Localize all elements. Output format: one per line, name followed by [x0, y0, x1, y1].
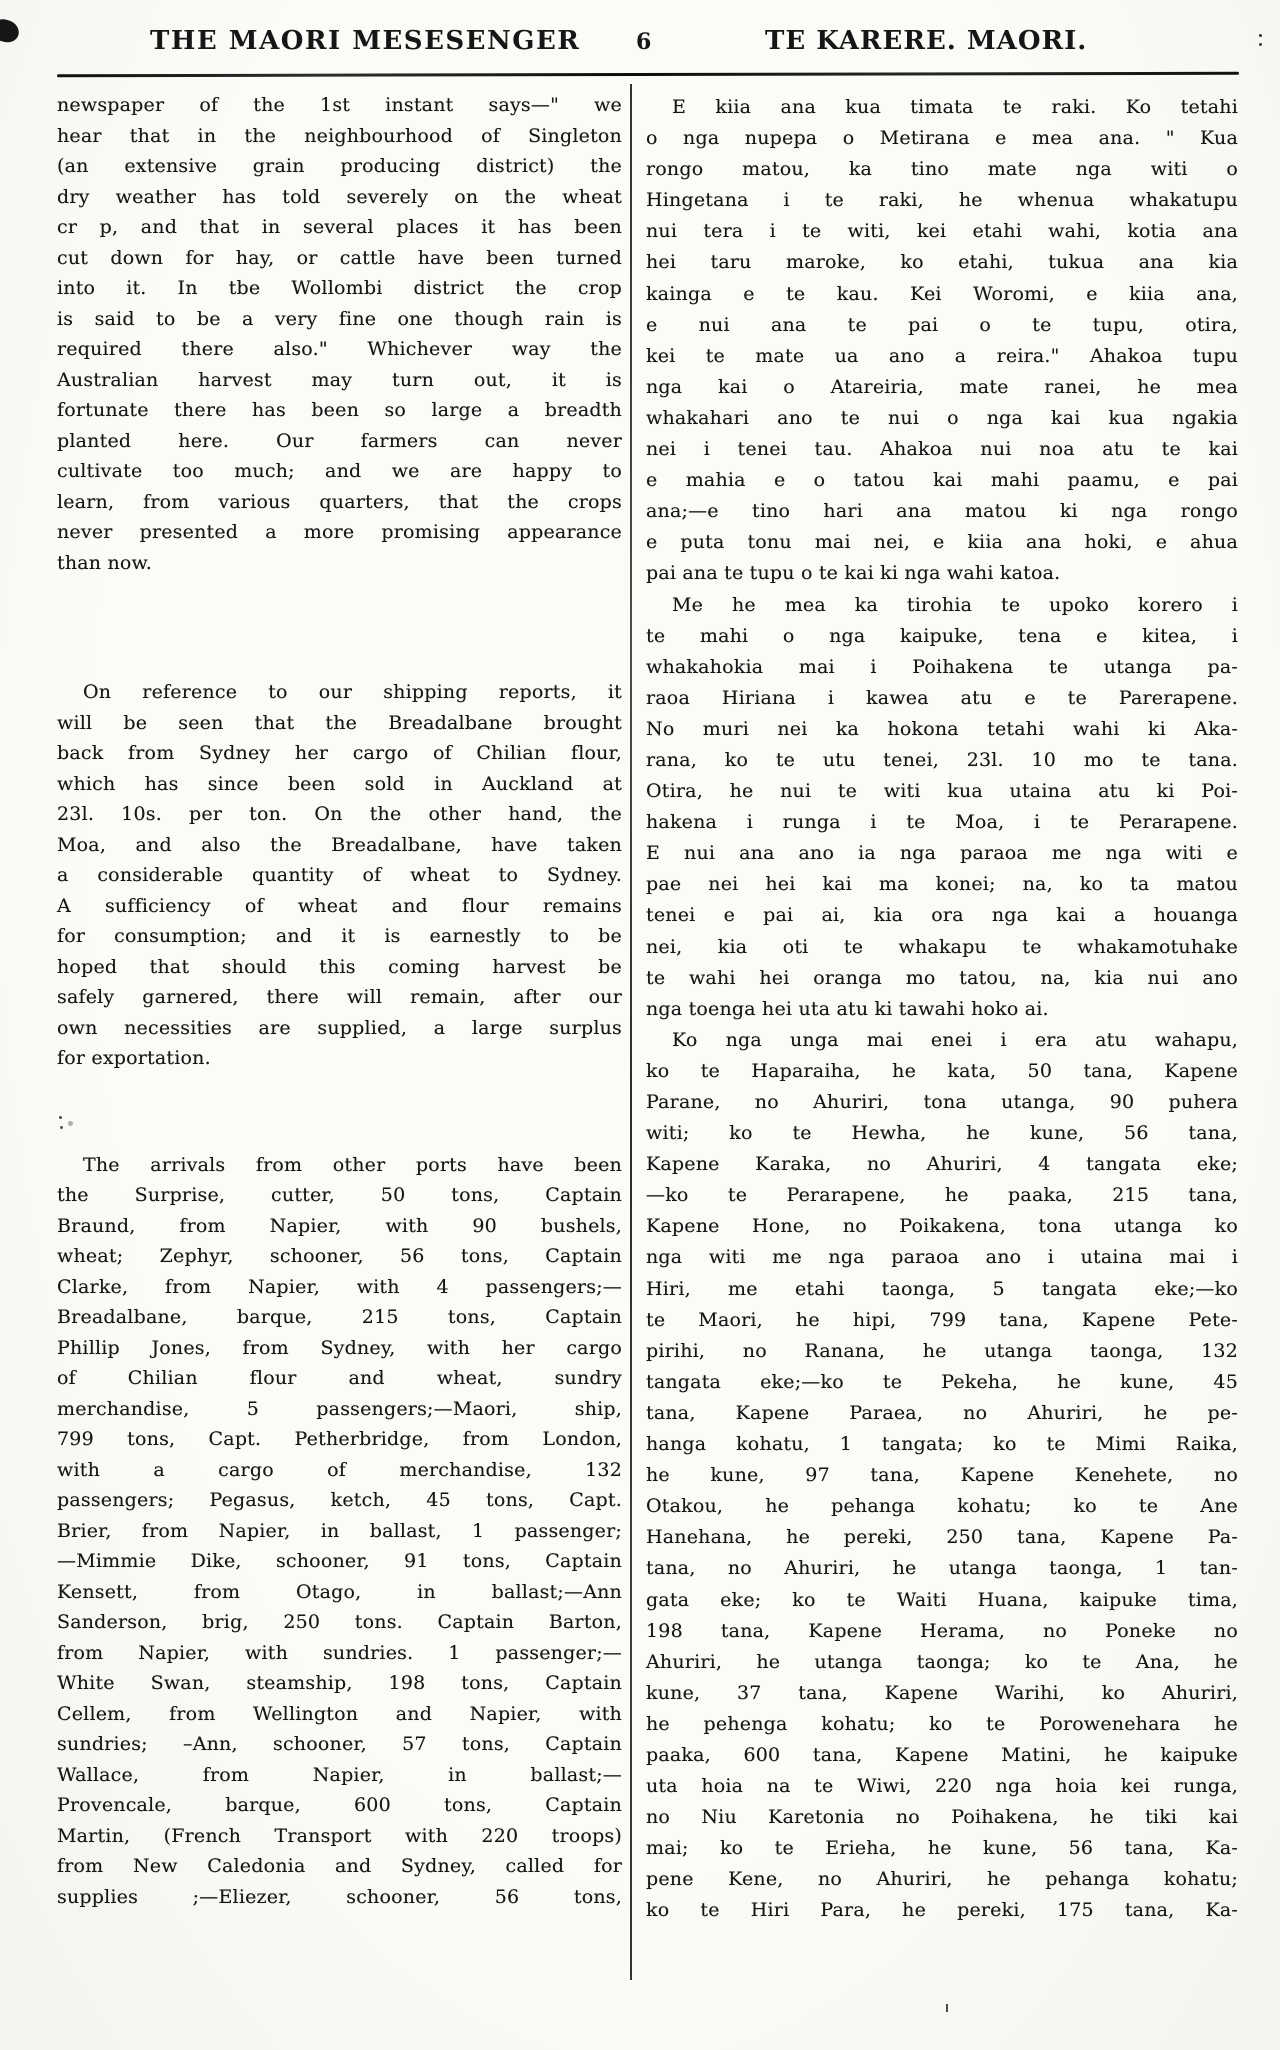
text-line: mai; ko te Erieha, he kune, 56 tana, Ka-: [646, 1837, 1238, 1860]
text-line: for exportation.: [57, 1047, 211, 1069]
masthead-title-maori: TE KARERE. MAORI.: [765, 26, 1088, 56]
text-line: merchandise, 5 passengers;—Maori, ship,: [57, 1397, 622, 1420]
text-line: hei taru maroke, ko etahi, tukua ana kia: [646, 251, 1238, 274]
text-line: witi; ko te Hewha, he kune, 56 tana,: [646, 1122, 1238, 1145]
text-line: te mahi o nga kaipuke, tena e kitea, i: [646, 624, 1238, 647]
text-line: o nga nupepa o Metirana e mea ana. " Kua: [646, 127, 1238, 150]
text-line: with a cargo of merchandise, 132: [57, 1458, 622, 1481]
text-line: into it. In tbe Wollombi district the crop: [57, 277, 622, 299]
text-line: te wahi hei oranga mo tatou, na, kia nui ano: [646, 966, 1238, 989]
text-line: hoped that should this coming harvest be: [57, 955, 622, 978]
text-line: —Mimmie Dike, schooner, 91 tons, Captain: [57, 1550, 622, 1572]
text-line: Sanderson, brig, 250 tons. Captain Barton,: [57, 1611, 622, 1633]
text-line: nui tera i te witi, kei etahi wahi, kotia ana: [646, 220, 1238, 243]
text-line: hakena i runga i te Moa, i te Perarapene.: [646, 811, 1238, 834]
text-line: paaka, 600 tana, Kapene Matini, he kaipuke: [646, 1743, 1238, 1766]
text-line: fortunate there has been so large a breadth: [57, 399, 622, 421]
text-line: never presented a more promising appearance: [57, 521, 622, 543]
text-line: Hingetana i te raki, he whenua whakatupu: [646, 189, 1238, 212]
text-line: te Maori, he hipi, 799 tana, Kapene Pete-: [646, 1308, 1238, 1331]
text-line: gata eke; ko te Waiti Huana, kaipuke tima,: [646, 1588, 1238, 1611]
text-line: cr p, and that in several places it has been: [57, 216, 622, 238]
maori-paragraph-arrivals: [646, 1025, 1238, 1927]
text-line: Breadalbane, barque, 215 tons, Captain: [57, 1306, 622, 1328]
text-line: planted here. Our farmers can never: [57, 429, 622, 452]
text-line: hear that in the neighbourhood of Singleton: [57, 124, 622, 147]
text-line: tana, no Ahuriri, he utanga taonga, 1 tan-: [646, 1557, 1238, 1580]
text-line: Provencale, barque, 600 tons, Captain: [57, 1794, 622, 1816]
text-line: nei i tenei tau. Ahakoa nui noa atu te kai: [646, 438, 1238, 461]
text-line: cultivate too much; and we are happy to: [57, 460, 622, 482]
text-line: back from Sydney her cargo of Chilian flour,: [57, 742, 622, 764]
text-line: The arrivals from other ports have been: [83, 1153, 622, 1176]
text-line: from New Caledonia and Sydney, called for: [57, 1855, 622, 1877]
text-line: pene Kene, no Ahuriri, he pehanga kohatu;: [646, 1868, 1238, 1891]
text-line: 23l. 10s. per ton. On the other hand, the: [57, 803, 622, 825]
ink-mark-left-margin: [59, 1116, 62, 1119]
text-line: dry weather has told severely on the wheat: [57, 185, 622, 208]
text-line: Hanehana, he pereki, 250 tana, Kapene Pa-: [646, 1526, 1238, 1549]
text-line: passengers; Pegasus, ketch, 45 tons, Capt.: [57, 1489, 622, 1511]
text-line: pirihi, no Ranana, he utanga taonga, 132: [646, 1339, 1238, 1362]
left-column-english: [57, 90, 622, 1912]
text-line: —ko te Perarapene, he paaka, 215 tana,: [646, 1184, 1238, 1207]
column-divider-rule: [630, 84, 632, 1980]
text-line: supplies ;—Eliezer, schooner, 56 tons,: [57, 1885, 622, 1908]
text-line: learn, from various quarters, that the crops: [57, 490, 622, 513]
text-line: nga kai o Atareiria, mate ranei, he mea: [646, 375, 1238, 398]
text-line: kainga e te kau. Kei Woromi, e kiia ana,: [646, 282, 1238, 305]
maori-paragraph-shipping: [646, 590, 1238, 1025]
text-line: Brier, from Napier, in ballast, 1 passenger;: [57, 1519, 622, 1542]
text-line: no Niu Karetonia no Poihakena, he tiki kai: [646, 1806, 1238, 1829]
text-line: hanga kohatu, 1 tangata; ko te Mimi Raika,: [646, 1433, 1238, 1456]
text-line: newspaper of the 1st instant says—" we: [57, 94, 622, 116]
text-line: rongo matou, ka tino mate nga witi o: [646, 158, 1238, 181]
text-line: tana, Kapene Paraea, no Ahuriri, he pe-: [646, 1401, 1238, 1424]
text-line: Martin, (French Transport with 220 troops): [57, 1824, 622, 1847]
text-line: Kapene Karaka, no Ahuriri, 4 tangata eke;: [646, 1153, 1238, 1176]
text-line: Braund, from Napier, with 90 bushels,: [57, 1214, 622, 1237]
text-line: whakahari ano te nui o nga kai kua ngakia: [646, 406, 1238, 429]
text-line: ko te Hiri Para, he pereki, 175 tana, Ka-: [646, 1899, 1238, 1922]
text-line: wheat; Zephyr, schooner, 56 tons, Captain: [57, 1245, 622, 1267]
text-line: (an extensive grain producing district) the: [57, 155, 622, 177]
text-line: 799 tons, Capt. Petherbridge, from London,: [57, 1428, 622, 1450]
text-line: Wallace, from Napier, in ballast;—: [57, 1763, 622, 1786]
maori-paragraph-crops: [646, 92, 1238, 590]
text-line: nga toenga hei uta atu ki tawahi hoko ai.: [646, 997, 1049, 1020]
english-paragraph-shipping: [57, 677, 622, 1074]
text-line: required there also." Whichever way the: [57, 338, 622, 360]
text-line: Kapene Hone, no Poikakena, tona utanga ko: [646, 1215, 1238, 1238]
text-line: Ko nga unga mai enei i era atu wahapu,: [672, 1028, 1238, 1051]
text-line: pae nei hei kai ma konei; na, ko ta matou: [646, 873, 1238, 896]
text-line: Australian harvest may turn out, it is: [57, 368, 622, 391]
text-line: raoa Hiriana i kawea atu e te Parerapene.: [646, 686, 1238, 709]
text-line: cut down for hay, or cattle have been turned: [57, 246, 622, 269]
text-line: ana;—e tino hari ana matou ki nga rongo: [646, 500, 1238, 523]
text-line: of Chilian flour and wheat, sundry: [57, 1367, 622, 1389]
text-line: a considerable quantity of wheat to Sydney.: [57, 864, 622, 886]
text-line: pai ana te tupu o te kai ki nga wahi katoa.: [646, 562, 1061, 585]
text-line: from Napier, with sundries. 1 passenger;—: [57, 1641, 622, 1664]
text-line: No muri nei ka hokona tetahi wahi ki Aka-: [646, 717, 1238, 740]
text-line: e puta tonu mai nei, e kiia ana hoki, e ahua: [646, 531, 1238, 554]
text-line: than now.: [57, 551, 153, 574]
text-line: e nui ana te pai o te tupu, otira,: [646, 313, 1238, 336]
text-line: Parane, no Ahuriri, tona utanga, 90 puhera: [646, 1091, 1238, 1113]
text-line: kei te mate ua ano a reira." Ahakoa tupu: [646, 344, 1238, 367]
text-line: E kiia ana kua timata te raki. Ko tetahi: [672, 96, 1238, 118]
text-line: is said to be a very fine one though rain is: [57, 307, 622, 330]
text-line: nga witi me nga paraoa ano i utaina mai i: [646, 1246, 1238, 1269]
text-line: sundries; –Ann, schooner, 57 tons, Captain: [57, 1733, 622, 1755]
text-line: Otira, he nui te witi kua utaina atu ki Poi-: [646, 780, 1238, 803]
text-line: A sufficiency of wheat and flour remains: [57, 894, 622, 917]
text-line: the Surprise, cutter, 50 tons, Captain: [57, 1184, 622, 1206]
text-line: Me he mea ka tirohia te upoko korero i: [672, 593, 1238, 616]
page-number: 6: [636, 29, 652, 55]
text-line: nei, kia oti te whakapu te whakamotuhake: [646, 935, 1238, 958]
ink-mark-header-right: [1259, 34, 1262, 37]
text-line: E nui ana ano ia nga paraoa me nga witi e: [646, 842, 1238, 865]
ink-mark-bottom: [946, 2004, 948, 2012]
text-line: Ahuriri, he utanga taonga; ko te Ana, he: [646, 1650, 1238, 1673]
text-line: he kune, 97 tana, Kapene Kenehete, no: [646, 1464, 1238, 1487]
text-line: 198 tana, Kapene Herama, no Poneke no: [646, 1619, 1238, 1642]
text-line: On reference to our shipping reports, it: [83, 681, 622, 703]
text-line: Moa, and also the Breadalbane, have taken: [57, 833, 622, 856]
text-line: Cellem, from Wellington and Napier, with: [57, 1702, 622, 1725]
masthead-title-english: THE MAORI MESESENGER: [150, 26, 581, 56]
text-line: tenei e pai ai, kia ora nga kai a houanga: [646, 904, 1238, 927]
text-line: Kensett, from Otago, in ballast;—Ann: [57, 1580, 622, 1603]
text-line: Otakou, he pehanga kohatu; ko te Ane: [646, 1495, 1238, 1518]
text-line: own necessities are supplied, a large surplus: [57, 1016, 622, 1039]
text-line: will be seen that the Breadalbane brought: [57, 711, 622, 734]
text-line: Clarke, from Napier, with 4 passengers;—: [57, 1275, 622, 1298]
text-line: e mahia e o tatou kai mahi paamu, e pai: [646, 469, 1238, 492]
text-line: tangata eke;—ko te Pekeha, he kune, 45: [646, 1370, 1238, 1393]
text-line: uta hoia na te Wiwi, 220 nga hoia kei runga,: [646, 1775, 1238, 1798]
english-paragraph-arrivals: [57, 1150, 622, 1913]
text-line: Hiri, me etahi taonga, 5 tangata eke;—ko: [646, 1277, 1238, 1300]
text-line: ko te Haparaiha, he kata, 50 tana, Kapene: [646, 1059, 1238, 1082]
english-paragraph-crops: [57, 90, 622, 578]
text-line: safely garnered, there will remain, after our: [57, 986, 622, 1008]
text-line: Phillip Jones, from Sydney, with her cargo: [57, 1336, 622, 1359]
text-line: which has since been sold in Auckland at: [57, 772, 622, 795]
text-line: White Swan, steamship, 198 tons, Captain: [57, 1672, 622, 1694]
text-line: he pehenga kohatu; ko te Porowenehara he: [646, 1712, 1238, 1735]
text-line: for consumption; and it is earnestly to be: [57, 925, 622, 947]
right-column-maori: [646, 92, 1238, 1927]
text-line: whakahokia mai i Poihakena te utanga pa-: [646, 655, 1238, 678]
text-line: kune, 37 tana, Kapene Warihi, ko Ahuriri,: [646, 1681, 1238, 1704]
text-line: rana, ko te utu tenei, 23l. 10 mo te tana.: [646, 748, 1238, 771]
